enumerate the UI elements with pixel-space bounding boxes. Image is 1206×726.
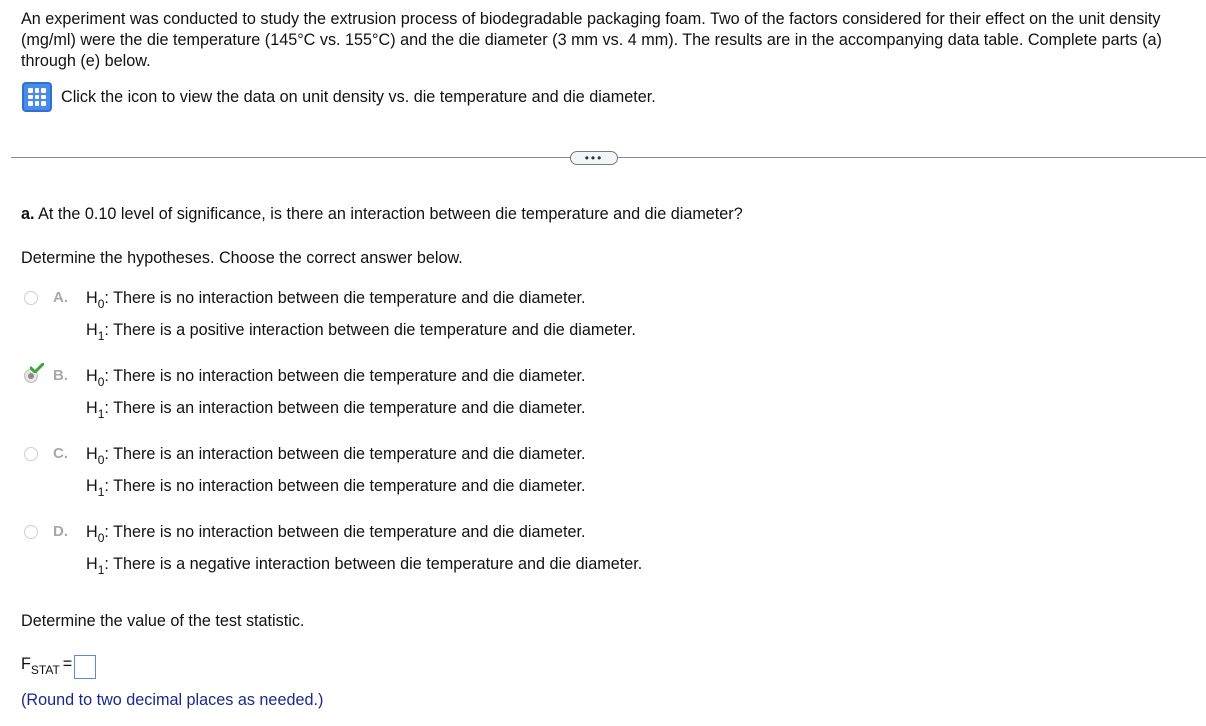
- fstat-row: [21, 655, 96, 679]
- expand-more-button[interactable]: •••: [570, 151, 618, 165]
- fstat-label: $F_{STAT}$: [21, 655, 60, 677]
- radio-button-a[interactable]: [24, 291, 38, 305]
- option-letter: C.: [53, 445, 68, 462]
- h0-line: $H_0$: There is no interaction between die temperature and die diameter.: [86, 523, 586, 545]
- h0-line: $H_0$: There is no interaction between die temperature and die diameter.: [86, 367, 586, 389]
- test-statistic-prompt: Determine the value of the test statistic.: [21, 612, 305, 630]
- part-a-question: [21, 205, 743, 224]
- radio-button-d[interactable]: [24, 525, 38, 539]
- equals-sign: =: [62, 655, 73, 673]
- h1-line: $H_1$: There is a negative interaction between die temperature and die diameter.: [86, 555, 643, 577]
- h1-line: $H_1$: There is no interaction between die temperature and die diameter.: [86, 477, 586, 499]
- option-letter: B.: [53, 367, 68, 384]
- part-a-text: At the 0.10 level of significance, is there an interaction between die temperature and die diameter?: [34, 205, 743, 223]
- correct-check-icon: [30, 363, 44, 373]
- fstat-input[interactable]: [74, 655, 96, 679]
- view-data-label: Click the icon to view the data on unit density vs. die temperature and die diameter.: [61, 87, 656, 106]
- table-grid-icon[interactable]: [22, 82, 52, 112]
- part-a-label: a.: [21, 205, 35, 223]
- h0-line: $H_0$: There is an interaction between die temperature and die diameter.: [86, 445, 586, 467]
- option-letter: D.: [53, 523, 68, 540]
- h1-line: $H_1$: There is an interaction between die temperature and die diameter.: [86, 399, 586, 421]
- problem-statement: An experiment was conducted to study the extrusion process of biodegradable packaging foam. Two of the factors considered for their effect on the unit density (mg/ml) were the die temperature (145°C vs. 155°C) and the die diameter (3 mm vs. 4 mm). The results are in the accompanying data table. Complete parts (a) through (e) below.: [21, 10, 1162, 70]
- h0-line: $H_0$: There is no interaction between die temperature and die diameter.: [86, 289, 586, 311]
- h1-line: $H_1$: There is a positive interaction between die temperature and die diameter.: [86, 321, 636, 343]
- option-letter: A.: [53, 289, 68, 306]
- hypotheses-prompt: Determine the hypotheses. Choose the correct answer below.: [21, 249, 463, 267]
- radio-button-c[interactable]: [24, 447, 38, 461]
- rounding-hint: (Round to two decimal places as needed.): [21, 691, 324, 709]
- view-data-link[interactable]: [22, 82, 656, 112]
